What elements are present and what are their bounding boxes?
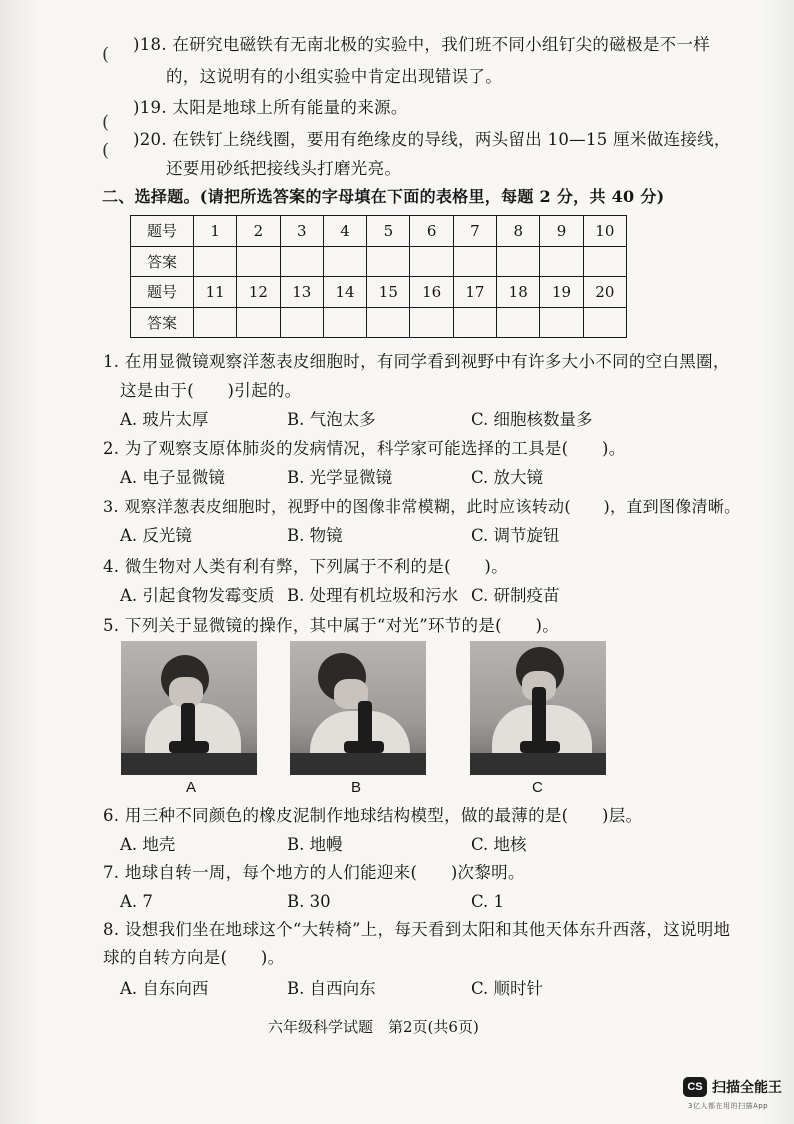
judge-q19: )19. 太阳是地球上所有能量的来源。 — [133, 98, 408, 117]
page-footer: 六年级科学试题 第2页(共6页) — [268, 1018, 479, 1036]
option-4a: A. 引起食物发霉变质 — [120, 586, 275, 605]
option-8c: C. 顺时针 — [471, 979, 544, 998]
judge-q20-line1: )20. 在铁钉上绕线圈，要用有绝缘皮的导线，两头留出 10—15 厘米做连接线， — [133, 130, 731, 149]
judge-q18-line2: 的，这说明有的小组实验中肯定出现错误了。 — [166, 67, 502, 86]
question-4: 4. 微生物对人类有利有弊，下列属于不利的是( )。 — [103, 557, 508, 576]
answer-cell[interactable] — [280, 246, 323, 277]
answer-cell[interactable] — [367, 307, 410, 338]
answer-cell[interactable] — [540, 246, 583, 277]
photo-a-microscope — [121, 641, 257, 775]
option-4c: C. 研制疫苗 — [471, 586, 560, 605]
answer-cell[interactable] — [323, 307, 366, 338]
question-number-cell: 10 — [583, 216, 626, 247]
answer-cell[interactable] — [453, 246, 496, 277]
option-2c: C. 放大镜 — [471, 468, 544, 487]
question-number-cell: 1 — [194, 216, 237, 247]
question-number-cell: 5 — [367, 216, 410, 247]
table-header-cell: 答案 — [131, 246, 194, 277]
scanner-app-tagline: 3亿人都在用的扫描App — [688, 1102, 769, 1110]
question-number-cell: 6 — [410, 216, 453, 247]
judge-q18-line1: )18. 在研究电磁铁有无南北极的实验中，我们班不同小组钉尖的磁极是不一样 — [133, 35, 711, 54]
question-8-line1: 8. 设想我们坐在地球这个“大转椅”上，每天看到太阳和其他天体东升西落，这说明地 — [103, 920, 731, 939]
table-row — [131, 277, 627, 308]
question-number-cell: 13 — [280, 277, 323, 308]
question-1-line1: 1. 在用显微镜观察洋葱表皮细胞时，有同学看到视野中有许多大小不同的空白黑圈， — [103, 352, 730, 371]
answer-cell[interactable] — [237, 307, 280, 338]
option-4b: B. 处理有机垃圾和污水 — [287, 586, 459, 605]
answer-cell[interactable] — [410, 246, 453, 277]
photo-c-microscope — [470, 641, 606, 775]
table-header-cell: 答案 — [131, 307, 194, 338]
photo-b-caption: B — [351, 779, 362, 796]
answer-cell[interactable] — [497, 307, 540, 338]
scanner-app-name: 扫描全能王 — [712, 1080, 782, 1096]
question-number-cell: 18 — [497, 277, 540, 308]
question-2: 2. 为了观察支原体肺炎的发病情况，科学家可能选择的工具是( )。 — [103, 439, 626, 458]
question-number-cell: 16 — [410, 277, 453, 308]
option-1c: C. 细胞核数量多 — [471, 410, 593, 429]
option-8b: B. 自西向东 — [287, 979, 376, 998]
question-5: 5. 下列关于显微镜的操作，其中属于“对光”环节的是( )。 — [103, 616, 560, 635]
margin-paren: ( — [102, 140, 110, 161]
question-number-cell: 3 — [280, 216, 323, 247]
option-1a: A. 玻片太厚 — [120, 410, 209, 429]
option-6b: B. 地幔 — [287, 835, 343, 854]
photo-b-microscope — [290, 641, 426, 775]
answer-cell[interactable] — [410, 307, 453, 338]
margin-paren: ( — [102, 112, 110, 133]
option-7a: A. 7 — [120, 892, 153, 911]
option-3b: B. 物镜 — [287, 526, 343, 545]
question-1-line2: 这是由于( )引起的。 — [120, 381, 302, 400]
answer-cell[interactable] — [194, 246, 237, 277]
table-row — [131, 307, 627, 338]
table-header-cell: 题号 — [131, 216, 194, 247]
option-8a: A. 自东向西 — [120, 979, 209, 998]
question-6: 6. 用三种不同颜色的橡皮泥制作地球结构模型，做的最薄的是( )层。 — [103, 806, 643, 825]
option-7b: B. 30 — [287, 892, 331, 911]
question-number-cell: 15 — [367, 277, 410, 308]
question-number-cell: 20 — [583, 277, 626, 308]
option-3a: A. 反光镜 — [120, 526, 192, 545]
section-2-title: 二、选择题。(请把所选答案的字母填在下面的表格里，每题 2 分，共 40 分) — [102, 187, 665, 206]
answer-cell[interactable] — [280, 307, 323, 338]
answer-cell[interactable] — [583, 307, 626, 338]
option-7c: C. 1 — [471, 892, 505, 911]
table-header-cell: 题号 — [131, 277, 194, 308]
question-number-cell: 17 — [453, 277, 496, 308]
option-2b: B. 光学显微镜 — [287, 468, 393, 487]
answer-table — [130, 215, 627, 338]
question-number-cell: 8 — [497, 216, 540, 247]
answer-cell[interactable] — [367, 246, 410, 277]
answer-cell[interactable] — [497, 246, 540, 277]
question-number-cell: 2 — [237, 216, 280, 247]
answer-cell[interactable] — [237, 246, 280, 277]
table-row — [131, 216, 627, 247]
answer-cell[interactable] — [194, 307, 237, 338]
answer-cell[interactable] — [323, 246, 366, 277]
question-number-cell: 11 — [194, 277, 237, 308]
option-2a: A. 电子显微镜 — [120, 468, 225, 487]
option-1b: B. 气泡太多 — [287, 410, 376, 429]
table-row — [131, 246, 627, 277]
question-number-cell: 19 — [540, 277, 583, 308]
question-7: 7. 地球自转一周，每个地方的人们能迎来( )次黎明。 — [103, 863, 525, 882]
question-number-cell: 7 — [453, 216, 496, 247]
question-number-cell: 14 — [323, 277, 366, 308]
question-number-cell: 9 — [540, 216, 583, 247]
scanner-logo-icon: CS — [683, 1077, 707, 1097]
margin-paren: ( — [102, 44, 110, 65]
question-3: 3. 观察洋葱表皮细胞时，视野中的图像非常模糊，此时应该转动( )，直到图像清晰。 — [103, 497, 741, 516]
answer-cell[interactable] — [540, 307, 583, 338]
answer-cell[interactable] — [583, 246, 626, 277]
answer-cell[interactable] — [453, 307, 496, 338]
photo-c-caption: C — [532, 779, 543, 796]
option-3c: C. 调节旋钮 — [471, 526, 560, 545]
question-8-line2: 球的自转方向是( )。 — [103, 948, 285, 967]
question-number-cell: 12 — [237, 277, 280, 308]
option-6c: C. 地核 — [471, 835, 527, 854]
photo-a-caption: A — [186, 779, 197, 796]
judge-q20-line2: 还要用砂纸把接线头打磨光亮。 — [166, 159, 402, 178]
question-number-cell: 4 — [323, 216, 366, 247]
option-6a: A. 地壳 — [120, 835, 176, 854]
